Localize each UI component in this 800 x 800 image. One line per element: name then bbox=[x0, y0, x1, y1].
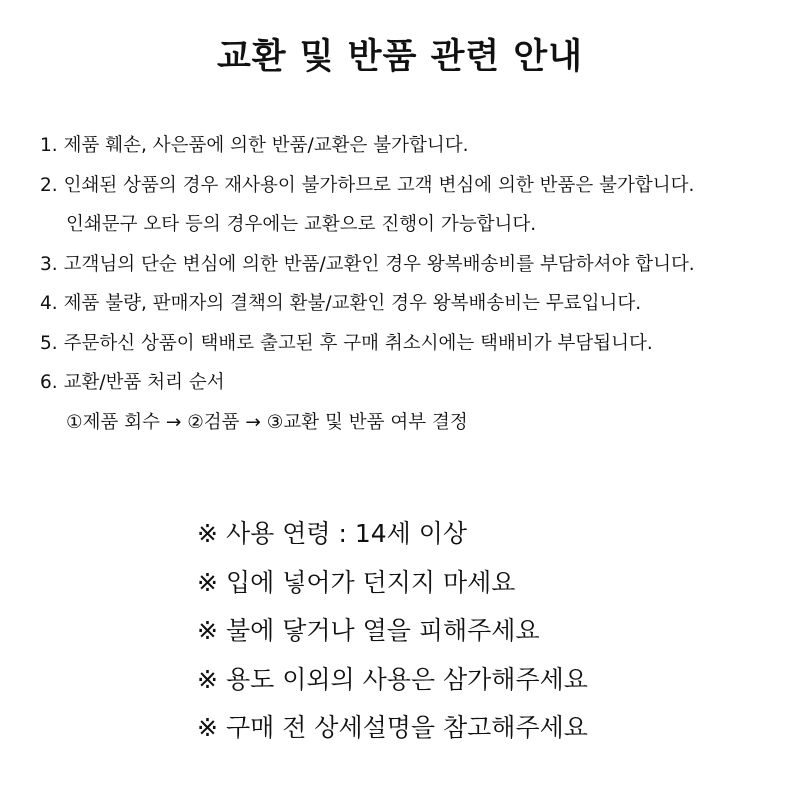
warning-text: 입에 넣어가 던지지 마세요 bbox=[225, 567, 516, 597]
exchange-return-notice-list bbox=[40, 126, 790, 442]
notice-item-1 bbox=[40, 126, 790, 166]
warning-item bbox=[197, 704, 777, 753]
notice-item-5 bbox=[40, 324, 790, 364]
notice-text: ①제품 회수 → ②검품 → ③교환 및 반품 여부 결정 bbox=[66, 411, 468, 433]
warning-text: 불에 닿거나 열을 피해주세요 bbox=[225, 616, 540, 645]
notice-item-2 bbox=[40, 166, 790, 206]
reference-mark-icon: ※ bbox=[197, 567, 218, 597]
notice-number: 1. bbox=[40, 135, 58, 156]
notice-number: 5. bbox=[40, 332, 58, 354]
safety-warning-list bbox=[197, 510, 777, 753]
notice-item-2-continued bbox=[40, 205, 790, 245]
warning-text: 용도 이외의 사용은 삼가해주세요 bbox=[225, 664, 588, 694]
notice-item-3 bbox=[40, 245, 790, 285]
warning-item bbox=[197, 607, 777, 656]
warning-item bbox=[197, 656, 777, 705]
warning-item bbox=[197, 559, 777, 608]
warning-item bbox=[197, 510, 777, 559]
notice-item-6 bbox=[40, 363, 790, 403]
warning-text: 사용 연령 : 14세 이상 bbox=[225, 519, 468, 548]
notice-number: 4. bbox=[40, 293, 58, 314]
notice-number: 6. bbox=[40, 372, 58, 393]
notice-text: 제품 불량, 판매자의 결책의 환불/교환인 경우 왕복배송비는 무료입니다. bbox=[63, 293, 642, 314]
reference-mark-icon: ※ bbox=[197, 713, 218, 742]
warning-text: 구매 전 상세설명을 참고해주세요 bbox=[225, 713, 588, 742]
notice-text: 인쇄문구 오타 등의 경우에는 교환으로 진행이 가능합니다. bbox=[66, 214, 537, 235]
reference-mark-icon: ※ bbox=[197, 616, 218, 645]
notice-number: 2. bbox=[40, 174, 58, 196]
notice-text: 인쇄된 상품의 경우 재사용이 불가하므로 고객 변심에 의한 반품은 불가합니다. bbox=[63, 174, 695, 196]
reference-mark-icon: ※ bbox=[197, 519, 218, 548]
notice-text: 교환/반품 처리 순서 bbox=[63, 372, 225, 393]
notice-item-4 bbox=[40, 284, 790, 324]
page-title: 교환 및 반품 관련 안내 bbox=[216, 37, 584, 77]
notice-text: 주문하신 상품이 택배로 출고된 후 구매 취소시에는 택배비가 부담됩니다. bbox=[63, 332, 653, 354]
reference-mark-icon: ※ bbox=[197, 664, 218, 694]
notice-number: 3. bbox=[40, 253, 58, 275]
notice-text: 고객님의 단순 변심에 의한 반품/교환인 경우 왕복배송비를 부담하셔야 합니다. bbox=[63, 253, 695, 275]
notice-item-6-steps bbox=[40, 403, 790, 443]
notice-text: 제품 훼손, 사은품에 의한 반품/교환은 불가합니다. bbox=[63, 135, 469, 156]
